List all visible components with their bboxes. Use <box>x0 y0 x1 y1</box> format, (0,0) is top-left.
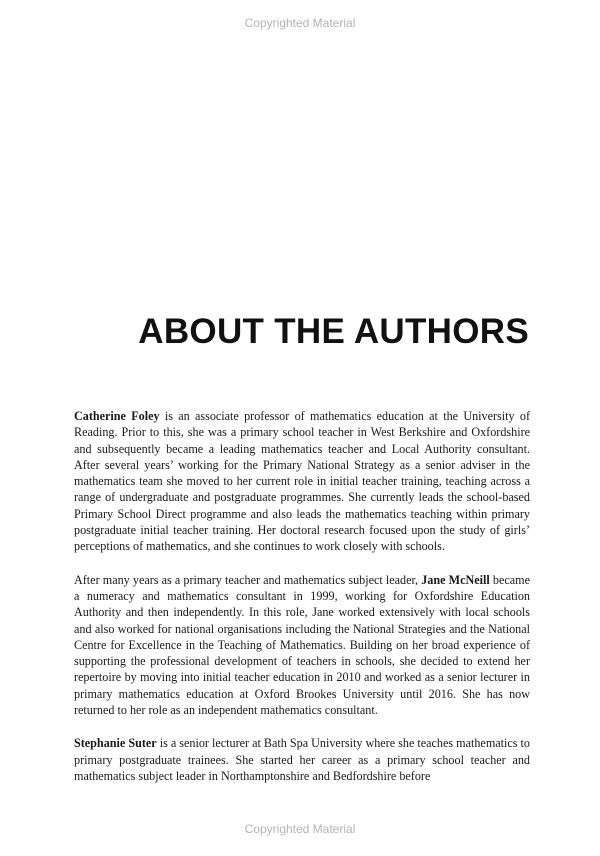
author-name: Stephanie Suter <box>74 736 157 751</box>
copyright-watermark-top: Copyrighted Material <box>244 16 356 30</box>
copyright-watermark-bottom: Copyrighted Material <box>244 822 356 836</box>
author-name: Catherine Foley <box>74 409 160 423</box>
author-bios <box>74 408 530 801</box>
author-bio-suter <box>74 735 530 784</box>
author-bio-mcneill <box>74 572 530 719</box>
bio-text: is an associate professor of mathematics education at the University of Reading. Prior to this, she was a primary school teacher in West Berkshire and Oxfordshire and subsequently became a leading mathematics teacher and Local Authority consultant. After several years’ working for the Primary National Strategy as a senior adviser in the mathematics team she moved to her current role in initial teacher training, teaching across a range of undergraduate and postgraduate programmes. She currently leads the school-based Primary School Direct programme and also leads the mathematics teaching within primary postgraduate initial teacher training. Her doctoral research focused upon the study of girls’ perceptions of mathematics, and she continues to work closely with schools. <box>74 409 530 554</box>
author-name: Jane McNeill <box>421 572 490 587</box>
bio-text: is a senior lecturer at Bath Spa University where she teaches mathematics to primary postgraduate trainees. She started her career as a primary school teacher and mathematics subject leader in Northamptonshire and Bedfordshire before <box>74 736 531 783</box>
bio-lead-text: After many years as a primary teacher and mathematics subject leader, <box>74 572 422 587</box>
bio-text: became a numeracy and mathematics consultant in 1999, working for Oxfordshire Education Authority and then independently. In this role, Jane worked extensively with local schools and also worked for national organisations including the National Strategies and the National Centre for Excellence in the Teaching of Mathematics. Building on her broad experience of supporting the professional development of teachers in schools, she decided to extend her repertoire by moving into initial teacher education in 2010 and worked as a senior lecturer in primary mathematics education at Oxford Brookes University until 2016. She has now returned to her role as an independent mathematics consultant. <box>74 572 530 718</box>
author-bio-foley <box>74 408 530 555</box>
chapter-title: ABOUT THE AUTHORS <box>138 312 529 351</box>
